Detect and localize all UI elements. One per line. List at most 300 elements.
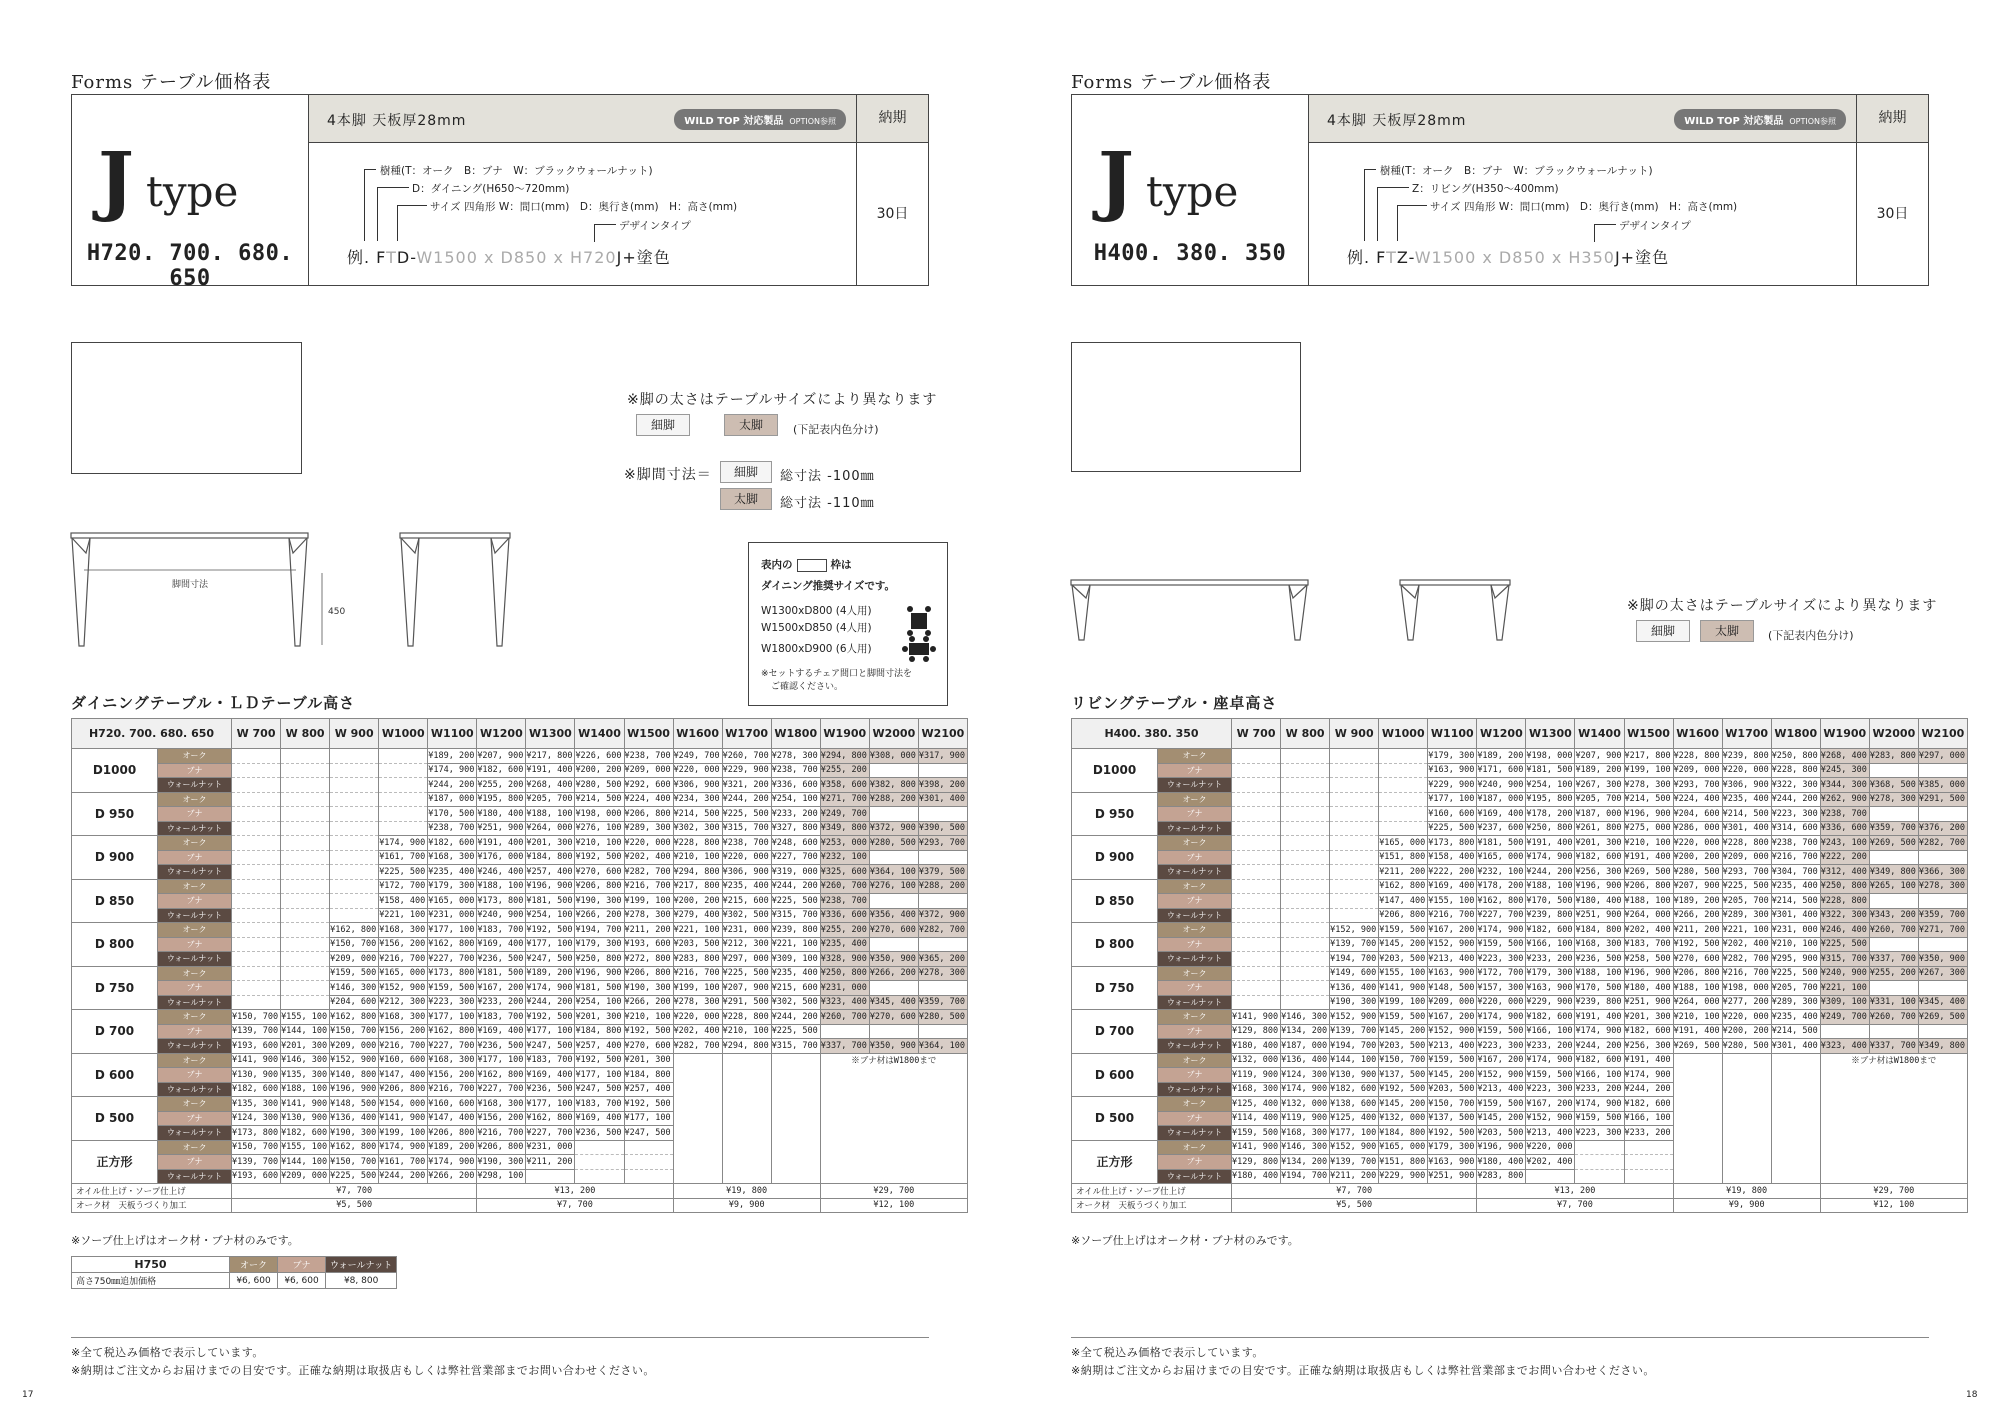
height-list: H720. 700. 680. 650 (86, 241, 294, 291)
price-cell (1330, 792, 1379, 807)
row-label: D 750 (72, 966, 158, 1010)
price-cell: ¥231, 000 (428, 908, 477, 923)
price-cell: ¥302, 500 (722, 908, 771, 923)
price-cell (1379, 778, 1428, 793)
price-cell (1771, 1097, 1820, 1112)
price-cell (1869, 807, 1918, 822)
price-cell: ¥282, 700 (1722, 952, 1771, 967)
species-cell: ウォールナット (1158, 995, 1232, 1010)
price-cell (1673, 1082, 1722, 1097)
price-cell: ¥134, 200 (1281, 1155, 1330, 1170)
price-cell: ¥141, 900 (232, 1053, 281, 1068)
price-cell (869, 807, 918, 822)
price-cell: ¥182, 600 (232, 1082, 281, 1097)
species-cell: オーク (158, 879, 232, 894)
price-cell: ¥145, 200 (1428, 1068, 1477, 1083)
price-cell: ¥233, 200 (1526, 1039, 1575, 1054)
species-cell: ブナ (158, 1155, 232, 1170)
price-cell: ¥247, 500 (526, 952, 575, 967)
species-cell: ウォールナット (158, 1039, 232, 1054)
price-cell: ¥256, 300 (1575, 865, 1624, 880)
species-cell: ブナ (1158, 763, 1232, 778)
price-cell: ¥217, 800 (526, 749, 575, 764)
price-cell: ¥244, 200 (771, 879, 820, 894)
price-cell: ¥278, 300 (1624, 778, 1673, 793)
price-cell (281, 792, 330, 807)
price-cell: ¥257, 400 (575, 1039, 624, 1054)
species-cell: ブナ (158, 1068, 232, 1083)
table-row (1072, 1053, 1968, 1068)
price-cell: ¥220, 000 (673, 1010, 722, 1025)
price-cell: ¥280, 500 (869, 836, 918, 851)
price-cell: ¥269, 500 (1918, 1010, 1967, 1025)
finish-label: オイル仕上げ・ソープ仕上げ (72, 1184, 232, 1199)
price-cell: ¥266, 200 (1673, 908, 1722, 923)
price-cell: ¥125, 400 (1330, 1111, 1379, 1126)
finish-price: ¥9, 900 (673, 1198, 820, 1213)
species-cell: ブナ (158, 1111, 232, 1126)
price-cell: ¥278, 300 (918, 966, 967, 981)
price-cell: ¥226, 600 (575, 749, 624, 764)
price-cell: ¥240, 900 (477, 908, 526, 923)
price-cell: ¥236, 500 (575, 1126, 624, 1141)
price-cell: ¥192, 500 (624, 1097, 673, 1112)
price-cell: ¥289, 300 (624, 821, 673, 836)
species-cell: ウォールナット (158, 778, 232, 793)
price-cell: ¥179, 300 (1526, 966, 1575, 981)
row-label: D 850 (72, 879, 158, 923)
price-cell: ¥297, 000 (722, 952, 771, 967)
price-cell: ¥244, 200 (526, 995, 575, 1010)
price-cell: ¥202, 400 (1526, 1155, 1575, 1170)
price-cell: ¥180, 400 (1575, 894, 1624, 909)
price-cell: ¥222, 200 (1428, 865, 1477, 880)
price-cell: ¥364, 100 (869, 865, 918, 880)
price-cell: ¥181, 500 (526, 894, 575, 909)
delivery-value: 30日 (1856, 143, 1928, 285)
price-cell (1918, 850, 1967, 865)
species-cell: オーク (1158, 836, 1232, 851)
price-cell: ¥235, 400 (1722, 792, 1771, 807)
price-cell (1526, 1169, 1575, 1184)
price-cell (1281, 937, 1330, 952)
price-cell: ¥198, 000 (1526, 749, 1575, 764)
price-cell: ¥162, 800 (526, 1111, 575, 1126)
price-cell: ¥187, 000 (1477, 792, 1526, 807)
price-cell (1232, 966, 1281, 981)
price-cell (869, 850, 918, 865)
price-cell: ¥156, 200 (477, 1111, 526, 1126)
price-cell: ¥267, 300 (1575, 778, 1624, 793)
table-row (72, 1053, 968, 1068)
price-cell: ¥196, 900 (1575, 879, 1624, 894)
price-cell: ¥337, 700 (1869, 952, 1918, 967)
price-cell (281, 778, 330, 793)
price-cell: ¥147, 400 (428, 1111, 477, 1126)
price-cell: ¥168, 300 (379, 923, 428, 938)
price-cell: ¥166, 100 (1526, 1024, 1575, 1039)
color-note: (下記表内色分け) (1768, 629, 1854, 642)
price-cell (722, 1169, 771, 1184)
price-cell: ¥141, 900 (1232, 1010, 1281, 1025)
price-cell (1869, 850, 1918, 865)
table-row (1072, 966, 1968, 981)
price-cell: ¥302, 500 (771, 995, 820, 1010)
price-cell: ¥135, 300 (232, 1097, 281, 1112)
price-cell (232, 937, 281, 952)
price-cell: ¥124, 300 (1281, 1068, 1330, 1083)
price-cell: ¥180, 400 (477, 807, 526, 822)
price-cell: ¥178, 200 (1477, 879, 1526, 894)
table-row (72, 937, 968, 952)
price-cell (1281, 821, 1330, 836)
row-label: D 950 (1072, 792, 1158, 836)
price-cell (1232, 763, 1281, 778)
price-cell: ¥315, 700 (771, 908, 820, 923)
price-cell: ¥216, 700 (428, 1082, 477, 1097)
price-cell: ¥244, 200 (1771, 792, 1820, 807)
price-cell (673, 1155, 722, 1170)
species-cell: ウォールナット (1158, 1169, 1232, 1184)
price-cell: ¥207, 900 (477, 749, 526, 764)
price-cell: ¥190, 300 (330, 1126, 379, 1141)
price-cell: ¥174, 900 (1526, 850, 1575, 865)
price-cell: ¥350, 900 (869, 1039, 918, 1054)
price-cell: ¥309, 100 (771, 952, 820, 967)
soap-note: ※ソープ仕上げはオーク材・ブナ材のみです。 (1071, 1234, 1299, 1247)
price-cell: ¥238, 700 (771, 763, 820, 778)
leg-thickness-note: ※脚の太さはテーブルサイズにより異なります (1627, 598, 1938, 614)
table-side-elevations (1060, 576, 1520, 646)
price-cell: ¥278, 300 (673, 995, 722, 1010)
price-cell: ¥141, 900 (1232, 1140, 1281, 1155)
price-cell: ¥276, 100 (869, 879, 918, 894)
price-cell: ¥271, 700 (820, 792, 869, 807)
price-cell: ¥244, 200 (1575, 1039, 1624, 1054)
price-cell: ¥350, 900 (869, 952, 918, 967)
price-cell (1673, 1097, 1722, 1112)
species-cell: ブナ (1158, 1068, 1232, 1083)
price-cell: ¥260, 700 (820, 879, 869, 894)
price-cell: ¥173, 800 (428, 966, 477, 981)
price-cell (1330, 865, 1379, 880)
price-cell: ¥167, 200 (477, 981, 526, 996)
price-cell: ¥152, 900 (1330, 1140, 1379, 1155)
price-cell (1722, 1126, 1771, 1141)
species-cell: ウォールナット (1158, 865, 1232, 880)
price-cell: ¥291, 500 (722, 995, 771, 1010)
price-cell: ¥217, 800 (673, 879, 722, 894)
price-cell: ¥134, 200 (1281, 1024, 1330, 1039)
row-label: D 700 (72, 1010, 158, 1054)
species-cell: オーク (1158, 1010, 1232, 1025)
finish-label: オーク材 天板うづくり加工 (72, 1198, 232, 1213)
price-cell (624, 1155, 673, 1170)
price-cell: ¥221, 100 (1722, 923, 1771, 938)
species-cell: オーク (1158, 792, 1232, 807)
price-cell (869, 894, 918, 909)
price-cell: ¥237, 600 (1477, 821, 1526, 836)
price-cell: ¥150, 700 (232, 1010, 281, 1025)
price-cell: ¥337, 700 (820, 1039, 869, 1054)
table-row (1072, 1010, 1968, 1025)
example-code: 例. FTZ-W1500 x D850 x H350J+塗色 (1347, 248, 1670, 267)
price-cell: ¥173, 800 (1428, 836, 1477, 851)
price-cell: ¥227, 700 (526, 1126, 575, 1141)
species-cell: ウォールナット (1158, 1039, 1232, 1054)
price-cell: ¥177, 100 (624, 1111, 673, 1126)
price-cell: ¥151, 800 (1379, 1155, 1428, 1170)
price-cell: ¥181, 500 (477, 966, 526, 981)
annotation-size: サイズ 四角形 W：間口(mm) D：奥行き(mm) H：高さ(mm) (430, 201, 738, 213)
price-cell: ¥235, 400 (428, 865, 477, 880)
price-cell: ¥372, 900 (918, 908, 967, 923)
price-cell: ¥234, 300 (673, 792, 722, 807)
price-cell: ¥174, 900 (379, 836, 428, 851)
price-cell: ¥209, 000 (1428, 995, 1477, 1010)
price-cell: ¥139, 700 (232, 1024, 281, 1039)
price-cell: ¥282, 700 (624, 865, 673, 880)
price-cell: ¥280, 500 (918, 1010, 967, 1025)
price-cell: ¥306, 900 (1722, 778, 1771, 793)
price-cell: ¥178, 200 (1526, 807, 1575, 822)
tabletop-diagram (71, 342, 302, 474)
price-cell: ¥199, 100 (624, 894, 673, 909)
price-cell: ¥297, 000 (1918, 749, 1967, 764)
price-cell: ¥177, 100 (526, 1024, 575, 1039)
price-cell (379, 807, 428, 822)
price-cell: ¥251, 900 (1624, 995, 1673, 1010)
price-cell: ¥165, 000 (1379, 836, 1428, 851)
price-cell (1281, 850, 1330, 865)
price-cell: ¥225, 500 (379, 865, 428, 880)
price-cell (1232, 981, 1281, 996)
price-cell: ¥343, 200 (1869, 908, 1918, 923)
price-cell: ¥177, 100 (428, 923, 477, 938)
price-cell: ¥264, 000 (1624, 908, 1673, 923)
price-cell: ¥202, 400 (1722, 937, 1771, 952)
price-cell: ¥179, 300 (1428, 749, 1477, 764)
price-cell: ¥221, 100 (771, 937, 820, 952)
price-cell: ¥155, 100 (1379, 966, 1428, 981)
price-cell: ¥181, 500 (1477, 836, 1526, 851)
price-cell: ¥130, 900 (232, 1068, 281, 1083)
price-cell: ¥238, 700 (722, 836, 771, 851)
price-cell (379, 778, 428, 793)
column-header: W1900 (820, 719, 869, 749)
species-cell: ブナ (1158, 1155, 1232, 1170)
price-cell: ¥182, 600 (1575, 850, 1624, 865)
price-cell: ¥145, 200 (1379, 937, 1428, 952)
price-cell (673, 1126, 722, 1141)
column-header: W1700 (722, 719, 771, 749)
price-cell (379, 821, 428, 836)
price-cell (1330, 807, 1379, 822)
price-cell: ¥205, 700 (1575, 792, 1624, 807)
price-cell (1232, 937, 1281, 952)
price-cell: ¥147, 400 (1379, 894, 1428, 909)
price-cell: ¥141, 900 (379, 1111, 428, 1126)
price-cell: ¥194, 700 (1281, 1169, 1330, 1184)
price-cell: ¥173, 800 (232, 1126, 281, 1141)
finish-price: ¥13, 200 (1477, 1184, 1673, 1199)
table-row (1072, 792, 1968, 807)
price-cell (1624, 1140, 1673, 1155)
price-cell: ¥159, 500 (1379, 1010, 1428, 1025)
price-cell: ¥182, 600 (428, 836, 477, 851)
price-cell: ¥366, 300 (1918, 865, 1967, 880)
price-cell: ¥163, 900 (1526, 981, 1575, 996)
table-row (72, 952, 968, 967)
price-cell: ¥114, 400 (1232, 1111, 1281, 1126)
row-label: D 700 (1072, 1010, 1158, 1054)
price-cell: ¥233, 200 (1575, 1082, 1624, 1097)
price-cell: ¥139, 700 (232, 1155, 281, 1170)
price-cell: ¥211, 200 (1379, 865, 1428, 880)
price-cell: ¥206, 800 (1673, 966, 1722, 981)
price-cell (624, 1169, 673, 1184)
price-cell: ¥139, 700 (1330, 1024, 1379, 1039)
price-cell: ¥138, 600 (1330, 1097, 1379, 1112)
price-cell: ¥201, 300 (575, 1010, 624, 1025)
price-cell: ¥293, 700 (1722, 865, 1771, 880)
price-cell: ¥232, 100 (820, 850, 869, 865)
price-cell: ¥203, 500 (1428, 1082, 1477, 1097)
price-cell: ¥256, 300 (1624, 1039, 1673, 1054)
price-cell (1771, 1126, 1820, 1141)
price-cell: ¥214, 500 (1722, 807, 1771, 822)
price-cell: ¥172, 700 (379, 879, 428, 894)
price-cell: ¥298, 100 (477, 1169, 526, 1184)
price-cell: ¥265, 100 (1869, 879, 1918, 894)
finish-price: ¥5, 500 (232, 1198, 477, 1213)
price-cell: ¥236, 500 (526, 1082, 575, 1097)
species-cell: オーク (1158, 879, 1232, 894)
price-cell (1379, 792, 1428, 807)
annotation-usage: Z：リビング(H350〜400mm) (1412, 183, 1559, 195)
price-cell: ¥174, 900 (526, 981, 575, 996)
table-row (1072, 821, 1968, 836)
price-cell: ¥182, 600 (477, 763, 526, 778)
type-word: type (145, 167, 239, 216)
price-cell: ¥248, 600 (771, 836, 820, 851)
section-title: リビングテーブル・座卓高さ (1071, 694, 1278, 712)
code-explanation (1322, 143, 1856, 287)
price-cell (918, 850, 967, 865)
price-cell (722, 1140, 771, 1155)
page-title: Forms テーブル価格表 (71, 72, 272, 93)
price-cell: ¥317, 900 (918, 749, 967, 764)
price-cell: ¥190, 300 (575, 894, 624, 909)
price-cell: ¥159, 500 (1575, 1111, 1624, 1126)
price-cell (771, 1053, 820, 1068)
price-cell (330, 749, 379, 764)
species-cell: ウォールナット (158, 1082, 232, 1097)
price-cell: ¥223, 300 (1771, 807, 1820, 822)
price-cell: ¥246, 400 (477, 865, 526, 880)
column-header: W1100 (1428, 719, 1477, 749)
price-cell: ¥210, 100 (1673, 1010, 1722, 1025)
price-cell (918, 763, 967, 778)
price-cell: ¥182, 600 (1526, 1010, 1575, 1025)
species-cell: ウォールナット (1158, 1126, 1232, 1141)
table-row (1072, 879, 1968, 894)
price-cell (232, 879, 281, 894)
column-header: W 700 (232, 719, 281, 749)
species-cell: ブナ (1158, 1111, 1232, 1126)
price-cell: ¥201, 300 (624, 1053, 673, 1068)
price-cell (232, 763, 281, 778)
price-cell (281, 966, 330, 981)
price-cell: ¥244, 200 (722, 792, 771, 807)
price-cell: ¥270, 600 (1673, 952, 1722, 967)
price-cell: ¥211, 200 (526, 1155, 575, 1170)
price-cell (1624, 1169, 1673, 1184)
price-cell: ¥145, 200 (1379, 1097, 1428, 1112)
delivery-label: 納期 (856, 95, 928, 143)
price-cell (526, 1169, 575, 1184)
price-cell: ¥213, 400 (1526, 1126, 1575, 1141)
price-cell: ¥169, 400 (477, 1024, 526, 1039)
table-row (72, 981, 968, 996)
column-header: W1300 (1526, 719, 1575, 749)
price-cell: ¥141, 900 (1379, 981, 1428, 996)
price-cell: ¥181, 500 (575, 981, 624, 996)
price-cell: ¥254, 100 (575, 995, 624, 1010)
price-cell: ¥203, 500 (1477, 1126, 1526, 1141)
price-cell (1771, 1169, 1820, 1184)
price-cell (1281, 763, 1330, 778)
price-cell: ¥235, 400 (820, 937, 869, 952)
price-cell: ¥144, 100 (1330, 1053, 1379, 1068)
delivery-value: 30日 (856, 143, 928, 285)
price-cell: ¥179, 300 (428, 879, 477, 894)
annotation-design: デザインタイプ (619, 220, 691, 232)
price-cell: ¥150, 700 (330, 937, 379, 952)
example-code: 例. FTD-W1500 x D850 x H720J+塗色 (347, 248, 671, 267)
soap-note: ※ソープ仕上げはオーク材・ブナ材のみです。 (71, 1234, 299, 1247)
price-cell (1673, 1169, 1722, 1184)
price-cell: ¥254, 100 (1526, 778, 1575, 793)
row-label: D 950 (72, 792, 158, 836)
price-cell: ¥152, 900 (1428, 937, 1477, 952)
price-cell (1722, 1155, 1771, 1170)
price-cell: ¥191, 400 (1673, 1024, 1722, 1039)
price-cell: ¥196, 900 (1624, 966, 1673, 981)
price-cell: ¥364, 100 (918, 1039, 967, 1054)
price-cell: ¥167, 200 (1428, 923, 1477, 938)
price-cell: ¥278, 300 (1918, 879, 1967, 894)
price-cell (1281, 879, 1330, 894)
price-cell (1673, 1111, 1722, 1126)
price-cell: ¥254, 100 (771, 792, 820, 807)
price-cell: ¥253, 000 (820, 836, 869, 851)
price-cell: ¥235, 400 (1771, 879, 1820, 894)
thick-leg-chip: 太脚 (724, 414, 778, 436)
price-cell (1330, 763, 1379, 778)
price-cell: ¥249, 700 (673, 749, 722, 764)
price-cell: ¥229, 900 (722, 763, 771, 778)
price-cell: ¥227, 700 (771, 850, 820, 865)
price-cell: ¥119, 900 (1281, 1111, 1330, 1126)
price-cell: ¥267, 300 (1918, 966, 1967, 981)
price-cell: ¥239, 800 (1722, 749, 1771, 764)
row-label: D 800 (72, 923, 158, 967)
species-cell: ウォールナット (158, 865, 232, 880)
price-cell: ¥229, 900 (1526, 995, 1575, 1010)
price-cell: ¥168, 300 (1232, 1082, 1281, 1097)
price-cell (575, 1169, 624, 1184)
